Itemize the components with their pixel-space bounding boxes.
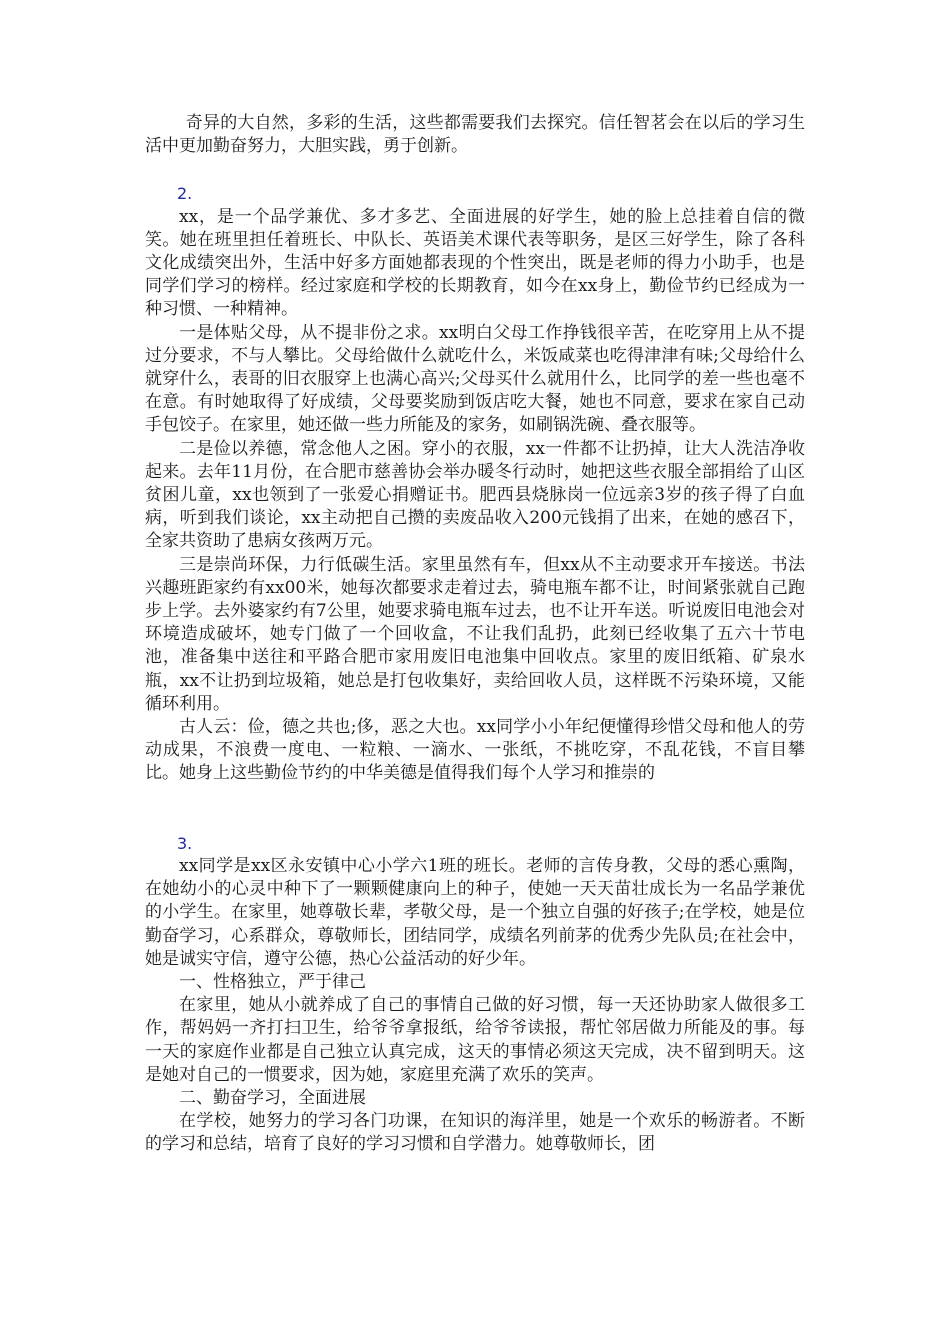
section-gap	[145, 158, 805, 182]
paragraph: 三是崇尚环保，力行低碳生活。家里虽然有车，但xx从不主动要求开车接送。书法兴趣班距家约有xx00米，她每次都要求走着过去，骑电瓶车都不让，时间紧张就自己跑步上学。去外婆家约有7公里，她要求骑电瓶车过去，也不让开车送。听说废旧电池会对环境造成破坏，她专门做了一个回收盒，不让我们乱扔，此刻已经收集了五六十节电池，准备集中送往和平路合肥市家用废旧电池集中回收点。家里的废旧纸箱、矿泉水瓶，xx不让扔到垃圾箱，她总是打包收集好，卖给回收人员，这样既不污染环境，又能循环利用。	[145, 554, 805, 714]
paragraph: 在学校，她努力的学习各门功课，在知识的海洋里，她是一个欢乐的畅游者。不断的学习和总结，培育了良好的学习习惯和自学潜力。她尊敬师长，团	[145, 1111, 805, 1155]
paragraph: 二是俭以养德，常念他人之困。穿小的衣服，xx一件都不让扔掉，让大人洗洁净收起来。去年11月份，在合肥市慈善协会举办暖冬行动时，她把这些衣服全部捐给了山区贫困儿童，xx也领到了一张爱心捐赠证书。肥西县烧脉岗一位远亲3岁的孩子得了白血病，听到我们谈论，xx主动把自己攒的卖废品收入200元钱捐了出来，在她的感召下，全家共资助了患病女孩两万元。	[145, 438, 805, 552]
paragraph: 一是体贴父母，从不提非份之求。xx明白父母工作挣钱很辛苦，在吃穿用上从不提过分要求，不与人攀比。父母给做什么就吃什么，米饭咸菜也吃得津津有味;父母给什么就穿什么，表哥的旧衣服穿上也满心高兴;父母买什么就用什么，比同学的差一些也毫不在意。有时她取得了好成绩，父母要奖励到饭店吃大餐，她也不同意，要求在家自己动手包饺子。在家里，她还做一些力所能及的家务，如刷锅洗碗、叠衣服等。	[145, 322, 805, 436]
section-number: 2.	[177, 184, 193, 204]
document-page	[145, 112, 805, 1157]
section-number: 3.	[177, 833, 193, 853]
paragraph: xx，是一个品学兼优、多才多艺、全面进展的好学生，她的脸上总挂着自信的微笑。她在班里担任着班长、中队长、英语美术课代表等职务，是区三好学生，除了各科文化成绩突出外，生活中好多方面她都表现的个性突出，既是老师的得力小助手，也是同学们学习的榜样。经过家庭和学校的长期教育，如今在xx身上，勤俭节约已经成为一种习惯、一种精神。	[145, 206, 805, 320]
section-gap	[145, 786, 805, 832]
paragraph: 在家里，她从小就养成了自己的事情自己做的好习惯，每一天还协助家人做很多工作，帮妈妈一齐打扫卫生，给爷爷拿报纸，给爷爷读报，帮忙邻居做力所能及的事。每一天的家庭作业都是自己独立认真完成，这天的事情必须这天完成，决不留到明天。这是她对自己的一惯要求，因为她，家庭里充满了欢乐的笑声。	[145, 995, 805, 1085]
paragraph: xx同学是xx区永安镇中心小学六1班的班长。老师的言传身教，父母的悉心熏陶，在她幼小的心灵中种下了一颗颗健康向上的种子，使她一天天苗壮成长为一名品学兼优的小学生。在家里，她尊敬长辈，孝敬父母，是一个独立自强的好孩子;在学校，她是位勤奋学习，心系群众，尊敬师长，团结同学，成绩名列前茅的优秀少先队员;在社会中，她是诚实守信，遵守公德，热心公益活动的好少年。	[145, 855, 805, 969]
section-3	[145, 832, 805, 1157]
paragraph: 古人云：俭，德之共也;侈，恶之大也。xx同学小小年纪便懂得珍惜父母和他人的劳动成果，不浪费一度电、一粒粮、一滴水、一张纸，不挑吃穿，不乱花钱，不盲目攀比。她身上这些勤俭节约的中华美德是值得我们每个人学习和推崇的	[145, 717, 805, 784]
subheading: 一、性格独立，严于律己	[179, 971, 366, 992]
intro-paragraph: 奇异的大自然，多彩的生活，这些都需要我们去探究。信任智茗会在以后的学习生活中更加勤奋努力，大胆实践，勇于创新。	[145, 113, 805, 157]
subheading: 二、勤奋学习，全面进展	[179, 1087, 366, 1108]
section-2	[145, 182, 805, 785]
